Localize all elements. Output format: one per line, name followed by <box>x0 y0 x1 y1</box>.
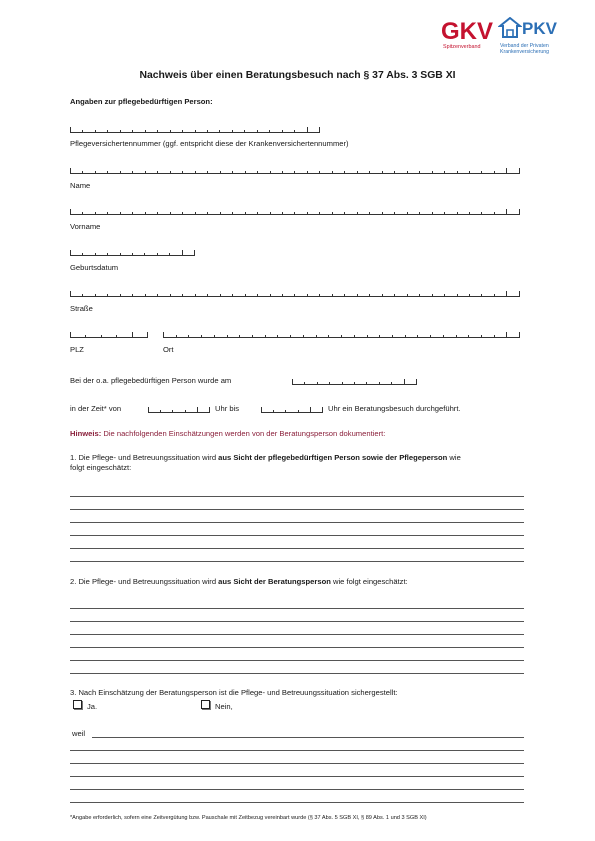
name-input[interactable] <box>70 168 520 174</box>
comb-cell <box>70 209 82 215</box>
comb-cell <box>157 171 169 174</box>
comb-cell <box>70 291 82 297</box>
comb-cell <box>232 212 244 215</box>
visit-date-input[interactable] <box>292 379 417 385</box>
comb-cell <box>132 294 144 297</box>
comb-cell <box>107 212 119 215</box>
comb-cell <box>132 253 144 256</box>
comb-cell <box>82 294 94 297</box>
comb-cell <box>95 171 107 174</box>
comb-cell <box>157 253 169 256</box>
visit-date-label: Bei der o.a. pflegebedürftigen Person wurde am <box>70 376 232 385</box>
comb-cell <box>85 335 100 338</box>
comb-cell <box>227 335 240 338</box>
comb-cell <box>273 410 285 413</box>
comb-cell <box>344 171 356 174</box>
comb-cell <box>257 130 269 133</box>
pkv-logo-text: PKV <box>522 19 557 38</box>
time-end-label: Uhr ein Beratungsbesuch durchgeführt. <box>328 404 461 413</box>
comb-cell <box>145 212 157 215</box>
comb-cell <box>182 171 194 174</box>
versichertennummer-input[interactable] <box>70 127 320 133</box>
comb-cell <box>443 335 456 338</box>
comb-cell <box>294 294 306 297</box>
q2-answer-line[interactable] <box>70 621 524 622</box>
comb-cell <box>307 212 319 215</box>
comb-cell <box>317 382 329 385</box>
pkv-logo-subtitle-1: Verband der Privaten <box>500 43 549 49</box>
comb-cell <box>261 407 273 413</box>
comb-cell <box>430 335 443 338</box>
comb-cell <box>182 130 194 133</box>
pkv-logo-subtitle-2: Krankenversicherung <box>500 49 550 55</box>
comb-cell <box>201 335 214 338</box>
comb-cell <box>245 171 257 174</box>
person-section-heading: Angaben zur pflegebedürftigen Person: <box>70 97 213 106</box>
time-from-input[interactable] <box>148 407 210 413</box>
comb-cell <box>457 294 469 297</box>
comb-cell <box>157 130 169 133</box>
q2-answer-line[interactable] <box>70 647 524 648</box>
comb-cell <box>319 212 331 215</box>
comb-cell <box>282 171 294 174</box>
comb-cell <box>95 294 107 297</box>
comb-cell <box>220 212 232 215</box>
comb-cell <box>95 253 107 256</box>
comb-cell <box>341 335 354 338</box>
name-label: Name <box>70 181 91 190</box>
comb-cell <box>319 171 331 174</box>
comb-cell <box>394 212 406 215</box>
comb-cell <box>303 335 316 338</box>
comb-cell <box>369 171 381 174</box>
comb-cell <box>481 171 493 174</box>
comb-cell <box>95 212 107 215</box>
comb-cell <box>214 335 227 338</box>
comb-cell <box>245 294 257 297</box>
comb-cell <box>82 171 94 174</box>
q1-answer-line[interactable] <box>70 535 524 536</box>
comb-cell <box>382 212 394 215</box>
q1-answer-line[interactable] <box>70 561 524 562</box>
comb-cell <box>257 171 269 174</box>
gkv-spitzenverband-logo <box>441 17 493 57</box>
comb-cell <box>182 250 195 256</box>
geburtsdatum-input[interactable] <box>70 250 195 256</box>
comb-cell <box>277 335 290 338</box>
q3-answer-line[interactable] <box>70 776 524 777</box>
comb-cell <box>101 335 116 338</box>
q3-answer-line[interactable] <box>70 750 524 751</box>
comb-cell <box>270 171 282 174</box>
comb-cell <box>116 335 131 338</box>
comb-cell <box>294 130 306 133</box>
strasse-input[interactable] <box>70 291 520 297</box>
q3-answer-line[interactable] <box>92 737 524 738</box>
comb-cell <box>270 212 282 215</box>
comb-cell <box>145 130 157 133</box>
gkv-logo-text: GKV <box>441 18 493 45</box>
ort-label: Ort <box>163 345 174 354</box>
comb-cell <box>506 332 520 338</box>
strasse-label: Straße <box>70 304 93 313</box>
comb-cell <box>344 294 356 297</box>
comb-cell <box>379 382 391 385</box>
comb-cell <box>160 410 172 413</box>
comb-cell <box>70 127 82 133</box>
comb-cell <box>170 130 182 133</box>
comb-cell <box>188 335 201 338</box>
comb-cell <box>444 294 456 297</box>
comb-cell <box>469 171 481 174</box>
comb-cell <box>285 410 297 413</box>
comb-cell <box>107 294 119 297</box>
comb-cell <box>379 335 392 338</box>
comb-cell <box>494 212 506 215</box>
comb-cell <box>132 171 144 174</box>
comb-cell <box>481 212 493 215</box>
comb-cell <box>304 382 316 385</box>
comb-cell <box>232 130 244 133</box>
plz-label: PLZ <box>70 345 84 354</box>
comb-cell <box>332 212 344 215</box>
comb-cell <box>182 212 194 215</box>
comb-cell <box>195 130 207 133</box>
comb-cell <box>394 171 406 174</box>
comb-cell <box>366 382 378 385</box>
q3-answer-line[interactable] <box>70 802 524 803</box>
comb-cell <box>232 171 244 174</box>
comb-cell <box>292 379 304 385</box>
comb-cell <box>282 130 294 133</box>
comb-cell <box>432 212 444 215</box>
page-title: Nachweis über einen Beratungsbesuch nach § 37 Abs. 3 SGB XI <box>139 70 456 81</box>
time-to-input[interactable] <box>261 407 323 413</box>
comb-cell <box>404 379 417 385</box>
comb-cell <box>369 212 381 215</box>
comb-cell <box>319 294 331 297</box>
comb-cell <box>456 335 469 338</box>
comb-cell <box>82 253 94 256</box>
comb-cell <box>107 253 119 256</box>
pkv-house-icon <box>498 17 522 39</box>
comb-cell <box>207 130 219 133</box>
q1-answer-line[interactable] <box>70 509 524 510</box>
comb-cell <box>328 335 341 338</box>
no-checkbox[interactable] <box>201 700 210 709</box>
comb-cell <box>95 130 107 133</box>
comb-cell <box>332 171 344 174</box>
comb-cell <box>369 294 381 297</box>
comb-cell <box>207 212 219 215</box>
comb-cell <box>232 294 244 297</box>
comb-cell <box>170 294 182 297</box>
comb-cell <box>444 212 456 215</box>
comb-cell <box>252 335 265 338</box>
comb-cell <box>239 335 252 338</box>
comb-cell <box>294 171 306 174</box>
comb-cell <box>70 168 82 174</box>
comb-cell <box>307 127 320 133</box>
comb-cell <box>257 212 269 215</box>
comb-cell <box>145 294 157 297</box>
comb-cell <box>481 294 493 297</box>
comb-cell <box>382 294 394 297</box>
q1-text-line2: folgt eingeschätzt: <box>70 463 132 472</box>
comb-cell <box>107 130 119 133</box>
comb-cell <box>405 335 418 338</box>
comb-cell <box>220 294 232 297</box>
q2-answer-line[interactable] <box>70 660 524 661</box>
comb-cell <box>82 130 94 133</box>
comb-cell <box>144 253 156 256</box>
comb-cell <box>419 294 431 297</box>
comb-cell <box>157 212 169 215</box>
comb-cell <box>195 212 207 215</box>
q3-text: 3. Nach Einschätzung der Beratungsperson ist die Pflege- und Betreuungssituation sichergestellt: <box>70 688 398 697</box>
comb-cell <box>70 250 82 256</box>
comb-cell <box>457 212 469 215</box>
comb-cell <box>494 335 507 338</box>
comb-cell <box>444 171 456 174</box>
q2-answer-line[interactable] <box>70 634 524 635</box>
comb-cell <box>329 382 341 385</box>
comb-cell <box>457 171 469 174</box>
q3-answer-line[interactable] <box>70 789 524 790</box>
comb-cell <box>195 171 207 174</box>
comb-cell <box>70 332 85 338</box>
q2-answer-line[interactable] <box>70 608 524 609</box>
comb-cell <box>120 130 132 133</box>
comb-cell <box>270 294 282 297</box>
comb-cell <box>244 130 256 133</box>
comb-cell <box>257 294 269 297</box>
q1-answer-line[interactable] <box>70 496 524 497</box>
comb-cell <box>432 171 444 174</box>
comb-cell <box>506 168 519 174</box>
comb-cell <box>481 335 494 338</box>
comb-cell <box>265 335 278 338</box>
comb-cell <box>220 171 232 174</box>
comb-cell <box>354 382 366 385</box>
comb-cell <box>357 212 369 215</box>
comb-cell <box>407 171 419 174</box>
comb-cell <box>392 335 405 338</box>
yes-label: Ja. <box>87 702 98 711</box>
gkv-logo-subtitle: Spitzenverband <box>443 44 481 50</box>
comb-cell <box>357 171 369 174</box>
comb-cell <box>417 335 430 338</box>
comb-cell <box>382 171 394 174</box>
vorname-input[interactable] <box>70 209 520 215</box>
comb-cell <box>494 294 506 297</box>
q1-answer-line[interactable] <box>70 548 524 549</box>
comb-cell <box>157 294 169 297</box>
geburtsdatum-label: Geburtsdatum <box>70 263 119 272</box>
comb-cell <box>132 130 144 133</box>
comb-cell <box>148 407 160 413</box>
q2-bold: aus Sicht der Beratungsperson <box>218 577 331 586</box>
comb-cell <box>245 212 257 215</box>
q2-text <box>70 577 408 586</box>
comb-cell <box>219 130 231 133</box>
no-label: Nein, <box>215 702 233 711</box>
comb-cell <box>282 294 294 297</box>
comb-cell <box>207 294 219 297</box>
comb-cell <box>407 212 419 215</box>
comb-cell <box>469 212 481 215</box>
hint-text <box>70 429 385 438</box>
comb-cell <box>120 212 132 215</box>
comb-cell <box>506 209 519 215</box>
comb-cell <box>132 332 148 338</box>
comb-cell <box>132 212 144 215</box>
comb-cell <box>170 212 182 215</box>
comb-cell <box>419 212 431 215</box>
comb-cell <box>307 171 319 174</box>
q2-suffix: wie folgt eingeschätzt: <box>330 577 408 586</box>
versichertennummer-label: Pflegeversichertennummer (ggf. entspricht diese der Krankenversichertennummer) <box>70 139 349 148</box>
comb-cell <box>120 253 132 256</box>
comb-cell <box>145 171 157 174</box>
q2-prefix: 2. Die Pflege- und Betreuungssituation wird <box>70 577 219 586</box>
ort-input[interactable] <box>163 332 520 338</box>
comb-cell <box>282 212 294 215</box>
comb-cell <box>82 212 94 215</box>
comb-cell <box>468 335 481 338</box>
comb-cell <box>269 130 281 133</box>
q1-suffix: wie <box>447 453 461 462</box>
comb-cell <box>176 335 189 338</box>
comb-cell <box>354 335 367 338</box>
weil-label: weil <box>72 729 86 738</box>
gkv-logo-mark <box>441 17 493 57</box>
hint-body: Die nachfolgenden Einschätzungen werden von der Beratungsperson dokumentiert: <box>101 429 386 438</box>
vorname-label: Vorname <box>70 222 101 231</box>
comb-cell <box>342 382 354 385</box>
comb-cell <box>494 171 506 174</box>
comb-cell <box>357 294 369 297</box>
comb-cell <box>185 410 197 413</box>
comb-cell <box>316 335 329 338</box>
comb-cell <box>310 407 323 413</box>
q1-text <box>70 453 461 462</box>
comb-cell <box>469 294 481 297</box>
q1-bold: aus Sicht der pflegebedürftigen Person sowie der Pflegeperson <box>218 453 448 462</box>
q3-answer-line[interactable] <box>70 763 524 764</box>
comb-cell <box>367 335 380 338</box>
pkv-logo <box>498 17 570 57</box>
comb-cell <box>182 294 194 297</box>
comb-cell <box>407 294 419 297</box>
comb-cell <box>107 171 119 174</box>
comb-cell <box>307 294 319 297</box>
comb-cell <box>207 171 219 174</box>
comb-cell <box>172 410 184 413</box>
q1-prefix: 1. Die Pflege- und Betreuungssituation wird <box>70 453 219 462</box>
hint-label: Hinweis: <box>70 429 102 438</box>
comb-cell <box>394 294 406 297</box>
comb-cell <box>290 335 303 338</box>
time-from-label: in der Zeit* von <box>70 404 122 413</box>
comb-cell <box>163 332 176 338</box>
q2-answer-line[interactable] <box>70 673 524 674</box>
comb-cell <box>294 212 306 215</box>
comb-cell <box>298 410 310 413</box>
plz-input[interactable] <box>70 332 148 338</box>
comb-cell <box>332 294 344 297</box>
comb-cell <box>120 294 132 297</box>
time-to-label: Uhr bis <box>215 404 240 413</box>
comb-cell <box>120 171 132 174</box>
comb-cell <box>195 294 207 297</box>
yes-checkbox[interactable] <box>73 700 82 709</box>
footnote: *Angabe erforderlich, sofern eine Zeitvergütung bzw. Pauschale mit Zeitbezug vereinbart wurde (§ 37 Abs. 5 SGB XI, § 89 Abs. 1 und 3 SGB XI) <box>70 815 427 821</box>
comb-cell <box>419 171 431 174</box>
comb-cell <box>391 382 403 385</box>
comb-cell <box>169 253 181 256</box>
comb-cell <box>432 294 444 297</box>
q1-answer-line[interactable] <box>70 522 524 523</box>
comb-cell <box>344 212 356 215</box>
comb-cell <box>506 291 519 297</box>
comb-cell <box>170 171 182 174</box>
comb-cell <box>197 407 210 413</box>
